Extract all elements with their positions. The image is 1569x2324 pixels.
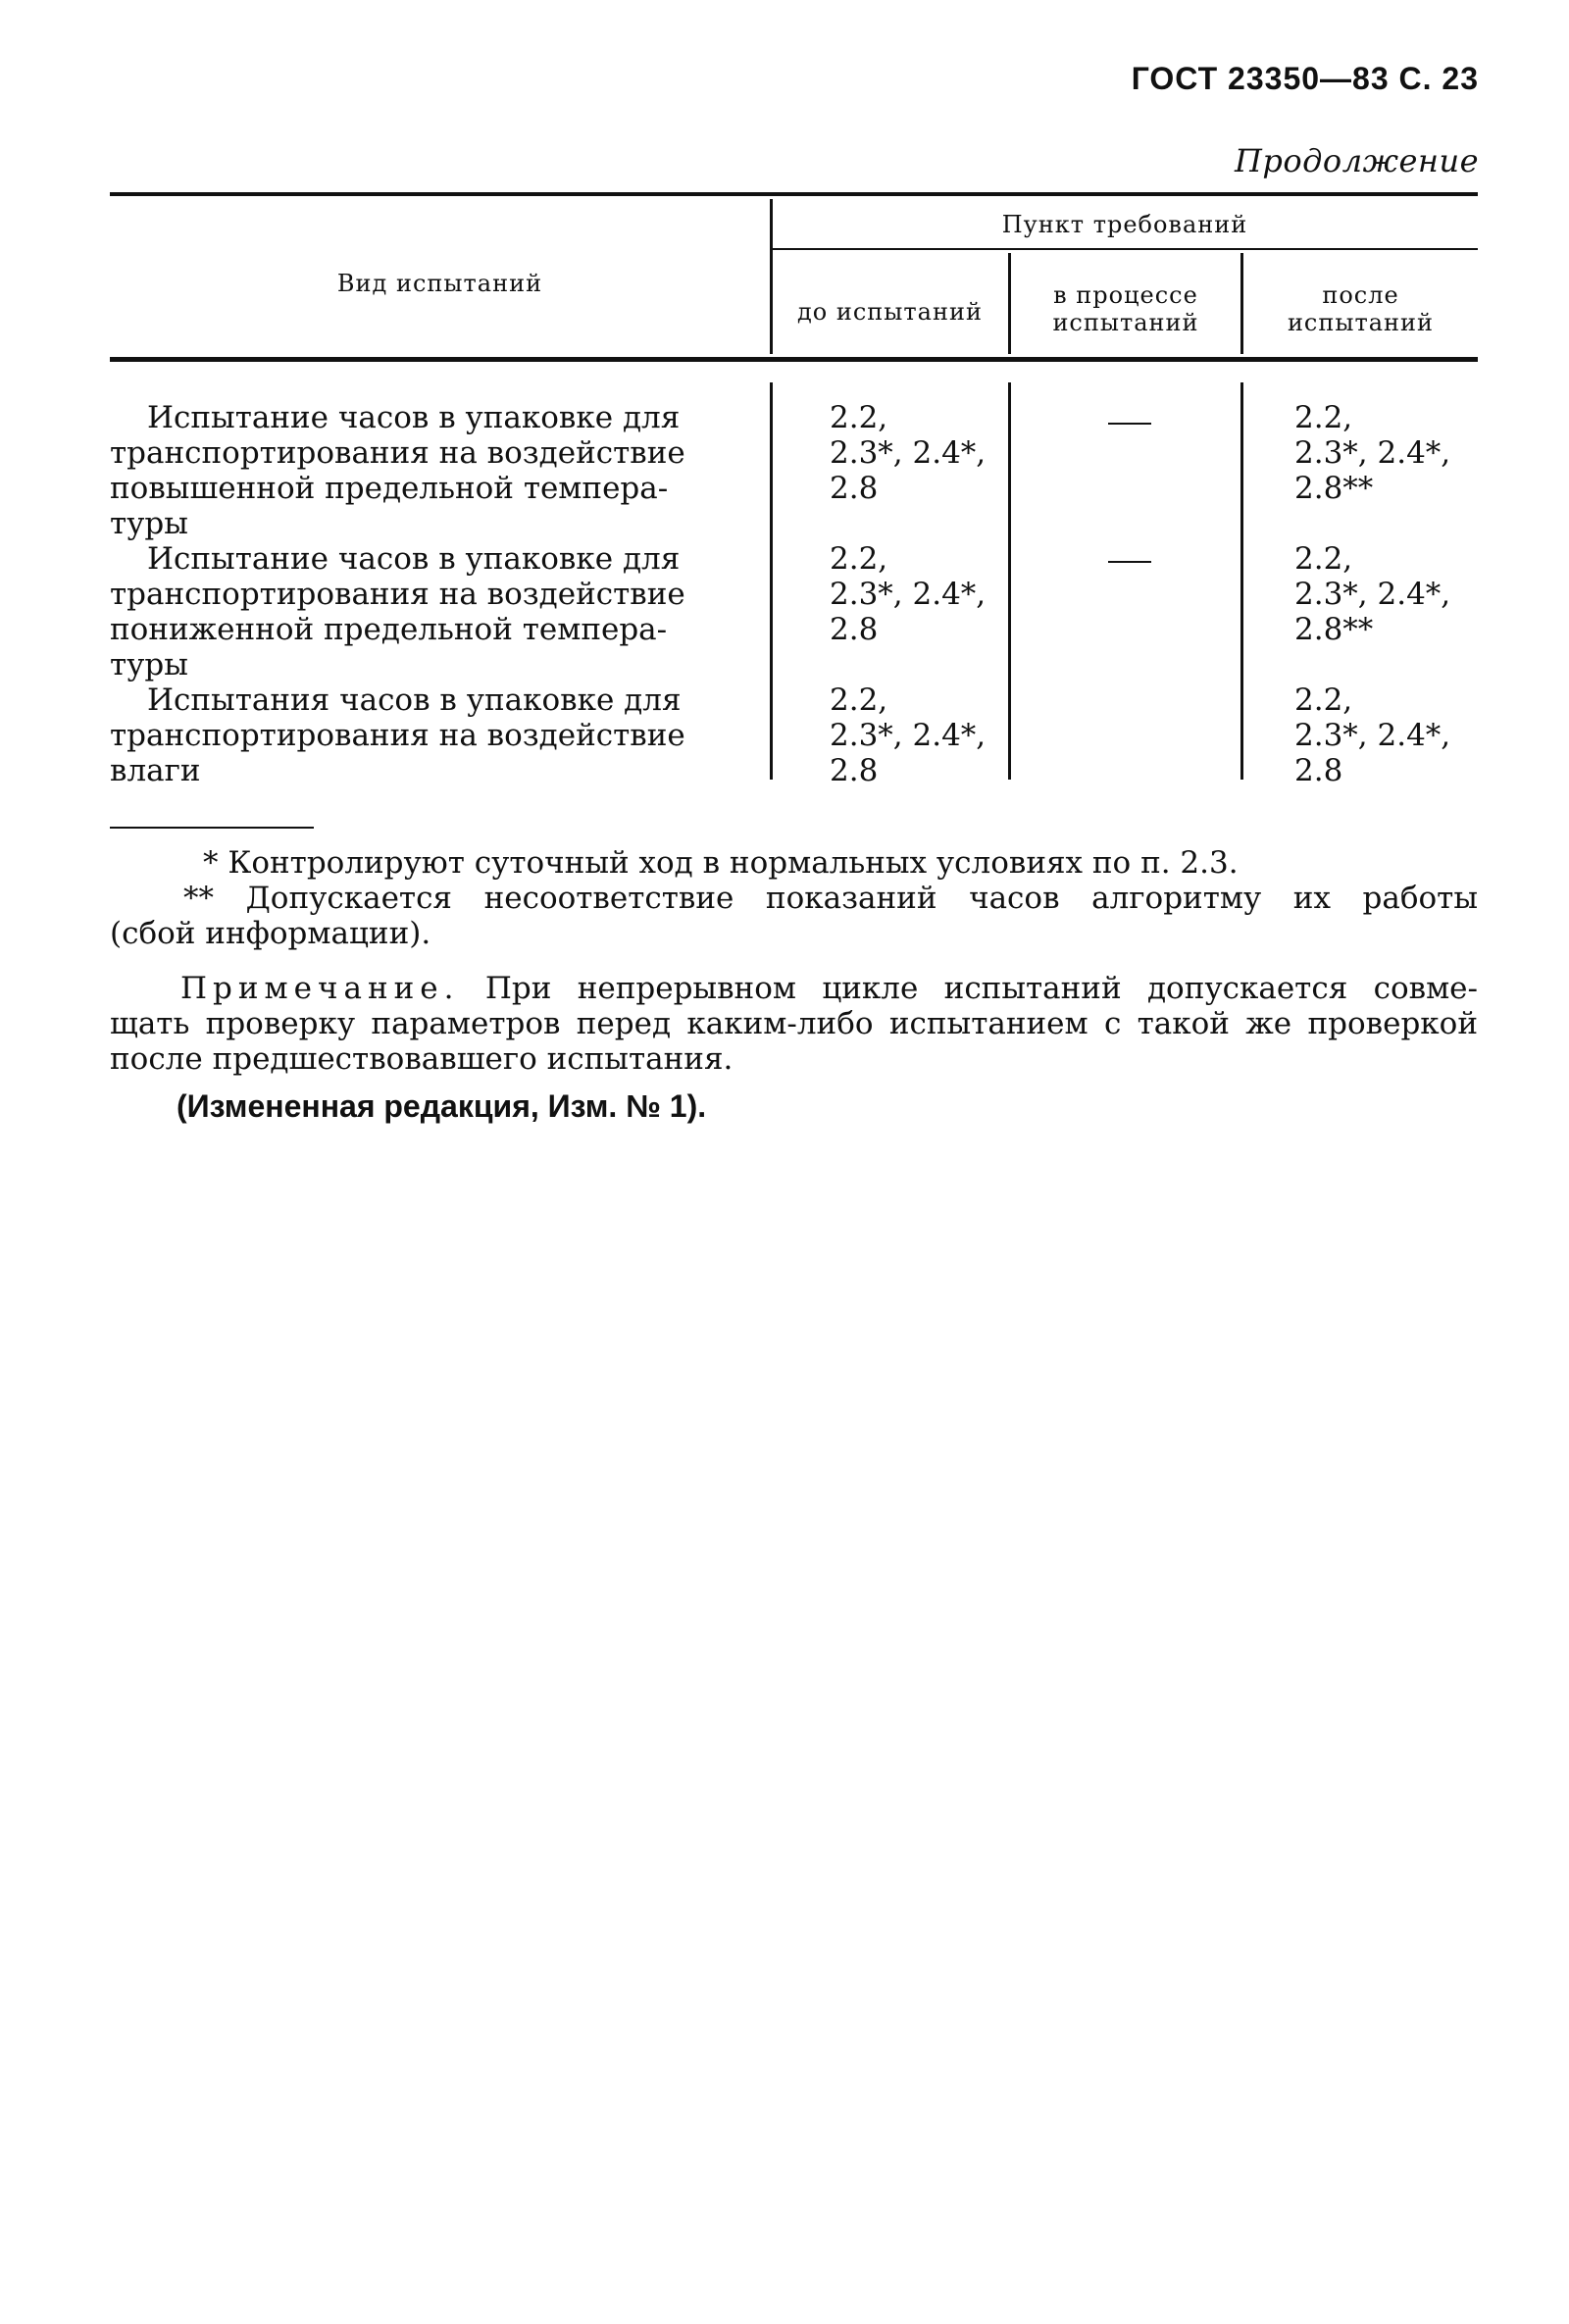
footnote-1: * Контролируют суточный ход в нормальных условиях по п. 2.3. — [203, 845, 1239, 881]
cell-before: 2.2, 2.3*, 2.4*, 2.8 — [830, 541, 987, 647]
column-group-header: Пункт требований — [1001, 211, 1248, 238]
test-name: Испытание часов в упаковке для транспортирования на воздействие пониженной предельной темпера- туры — [110, 541, 685, 682]
continuation-label: Продолжение — [1234, 142, 1479, 179]
amendment-note: (Измененная редакция, Изм. № 1). — [177, 1088, 707, 1124]
table-top-rule — [110, 192, 1478, 196]
note-label: Примечание. — [180, 971, 460, 1006]
cell-during-dash — [1108, 561, 1151, 563]
body-divider — [770, 382, 773, 780]
body-divider — [1008, 382, 1011, 780]
header-subrule — [772, 248, 1478, 250]
cell-before: 2.2, 2.3*, 2.4*, 2.8 — [830, 400, 987, 506]
cell-during-dash — [1108, 423, 1151, 425]
cell-after: 2.2, 2.3*, 2.4*, 2.8** — [1294, 400, 1451, 506]
cell-after: 2.2, 2.3*, 2.4*, 2.8 — [1294, 682, 1451, 788]
note-paragraph: Примечание. При непрерывном цикле испытаний допускается совме- щать проверку параметров перед каким-либо испытанием с такой же проверкой после предшествовавшего испытания. — [110, 971, 1478, 1077]
column-header-during: в процессе испытаний — [1052, 281, 1199, 336]
column-header-before: до испытаний — [797, 298, 983, 326]
cell-after: 2.2, 2.3*, 2.4*, 2.8** — [1294, 541, 1451, 647]
test-name: Испытание часов в упаковке для транспортирования на воздействие повышенной предельной темпера- туры — [110, 400, 685, 541]
table-header-rule — [110, 357, 1478, 362]
body-divider — [1240, 382, 1243, 780]
page-header: ГОСТ 23350—83 С. 23 — [1131, 61, 1479, 96]
test-name: Испытания часов в упаковке для транспортирования на воздействие влаги — [110, 682, 685, 788]
column-header-after: после испытаний — [1287, 281, 1435, 336]
column-header-test-type: Вид испытаний — [336, 270, 543, 297]
footnote-rule — [110, 827, 314, 829]
footnote-2: ** Допускается несоответствие показаний часов алгоритму их работы (сбой информации). — [110, 881, 1478, 951]
cell-before: 2.2, 2.3*, 2.4*, 2.8 — [830, 682, 987, 788]
